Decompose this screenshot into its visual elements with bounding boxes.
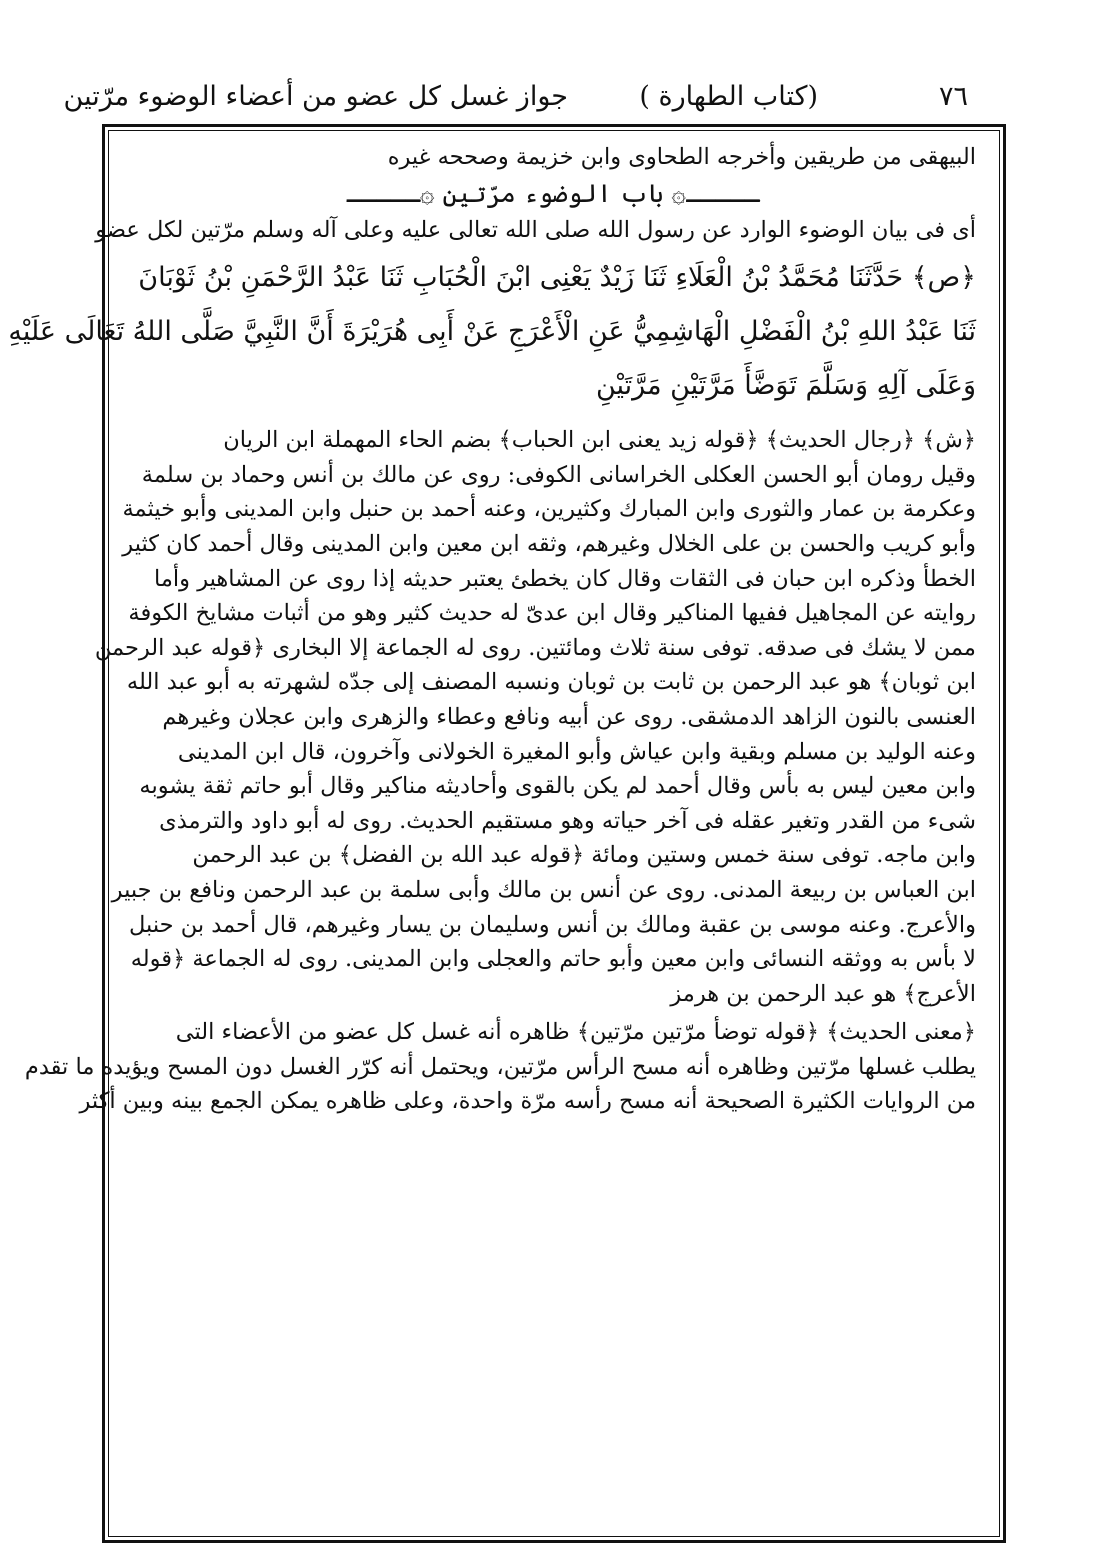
commentary-line: ﴿ش﴾ ﴿رجال الحديث﴾ ﴿قوله زيد يعنى ابن الحباب﴾ بضم الحاء المهملة ابن الريان xyxy=(223,427,976,454)
hadith-text-line: وَعَلَى آلِهِ وَسَلَّمَ تَوَضَّأَ مَرَّتَيْنِ مَرَّتَيْنِ xyxy=(595,370,976,402)
chapter-explanation: أى فى بيان الوضوء الوارد عن رسول الله صلى الله تعالى عليه وعلى آله وسلم مرّتين لكل عضو xyxy=(95,216,976,243)
commentary-line: وعكرمة بن عمار والثورى وابن المبارك وكثيرين، وعنه أحمد بن حنبل وابن المدينى وأبو خيثمة xyxy=(122,496,976,523)
section-title: جواز غسل كل عضو من أعضاء الوضوء مرّتين xyxy=(63,81,568,112)
meaning-line: من الروايات الكثيرة الصحيحة أنه مسح رأسه مرّة واحدة، وعلى ظاهره يمكن الجمع بينه وبين أكثر xyxy=(79,1088,976,1115)
chapter-title: ـــــ۞ باب الوضوء مرّتين ۞ـــــ xyxy=(346,178,760,208)
commentary-line: الخطأ وذكره ابن حبان فى الثقات وقال كان يخطئ يعتبر حديثه إذا روى عن المشاهير وأما xyxy=(154,565,976,592)
book-title: (كتاب الطهارة ) xyxy=(639,81,818,112)
commentary-line: شىء من القدر وتغير عقله فى آخر حياته وهو مستقيم الحديث. روى له أبو داود والترمذى xyxy=(159,807,976,834)
intro-line: البيهقى من طريقين وأخرجه الطحاوى وابن خزيمة وصححه غيره xyxy=(387,144,976,170)
commentary-line: وقيل رومان أبو الحسن العكلى الخراسانى الكوفى: روى عن مالك بن أنس وحماد بن سلمة xyxy=(141,461,976,488)
commentary-line: روايته عن المجاهيل ففيها المناكير وقال ابن عدىّ له حديث كثير وهو من أثبات مشايخ الكوفة xyxy=(128,600,976,627)
commentary-line: ابن العباس بن ربيعة المدنى. روى عن أنس بن مالك وأبى سلمة بن عبد الرحمن ونافع بن جبير xyxy=(111,876,976,903)
hadith-text-line: ثَنَا عَبْدُ اللهِ بْنُ الْفَضْلِ الْهَاشِمِيُّ عَنِ الْأَعْرَجِ عَنْ أَبِى هُرَيْرَةَ أَنَّ النَّبِيَّ صَلَّى اللهُ تَعَالَى عَلَيْهِ xyxy=(8,316,976,348)
commentary-line: وابن ماجه. توفى سنة خمس وستين ومائة ﴿قوله عبد الله بن الفضل﴾ بن عبد الرحمن xyxy=(192,842,976,869)
page-content xyxy=(8,140,976,1119)
page-header xyxy=(63,72,1018,122)
page-number: ٧٦ xyxy=(938,81,968,112)
commentary-line: والأعرج. وعنه موسى بن عقبة ومالك بن أنس وسليمان بن يسار وغيرهم، قال أحمد بن حنبل xyxy=(129,911,976,938)
hadith-text-line: ﴿ص﴾ حَدَّثَنَا مُحَمَّدُ بْنُ الْعَلَاءِ ثَنَا زَيْدٌ يَعْنِى ابْنَ الْحُبَابِ ثَنَا عَبْدُ الرَّحْمَنِ بْنُ ثَوْبَانَ xyxy=(138,262,976,294)
commentary-line: ابن ثوبان﴾ هو عبد الرحمن بن ثابت بن ثوبان ونسبه المصنف إلى جدّه لشهرته به أبو عبد الله xyxy=(126,669,976,696)
commentary-line: الأعرج﴾ هو عبد الرحمن بن هرمز xyxy=(670,980,976,1007)
meaning-line: ﴿معنى الحديث﴾ ﴿قوله توضأ مرّتين مرّتين﴾ ظاهره أنه غسل كل عضو من الأعضاء التى xyxy=(175,1019,976,1046)
meaning-line: يطلب غسلها مرّتين وظاهره أنه مسح الرأس مرّتين، ويحتمل أنه كرّر الغسل دون المسح ويؤيده ما تقدم xyxy=(24,1053,976,1080)
commentary-line: وأبو كريب والحسن بن على الخلال وغيرهم، وثقه ابن معين وابن المدينى وقال أحمد كان كثير xyxy=(122,530,976,557)
commentary-line: العنسى بالنون الزاهد الدمشقى. روى عن أبيه ونافع وعطاء والزهرى وابن عجلان وغيرهم xyxy=(162,703,976,730)
commentary-line: لا بأس به ووثقه النسائى وابن معين وأبو حاتم والعجلى وابن المدينى. روى له الجماعة ﴿قوله xyxy=(130,946,976,973)
commentary-line: ممن لا يشك فى صدقه. توفى سنة ثلاث ومائتين. روى له الجماعة إلا البخارى ﴿قوله عبد الرحمن xyxy=(94,634,976,661)
commentary-line: وابن معين ليس به بأس وقال أحمد لم يكن بالقوى وأحاديثه مناكير وقال أبو حاتم ثقة يشوبه xyxy=(139,773,976,800)
commentary-line: وعنه الوليد بن مسلم وبقية وابن عياش وأبو المغيرة الخولانى وآخرون، قال ابن المدينى xyxy=(177,738,976,765)
